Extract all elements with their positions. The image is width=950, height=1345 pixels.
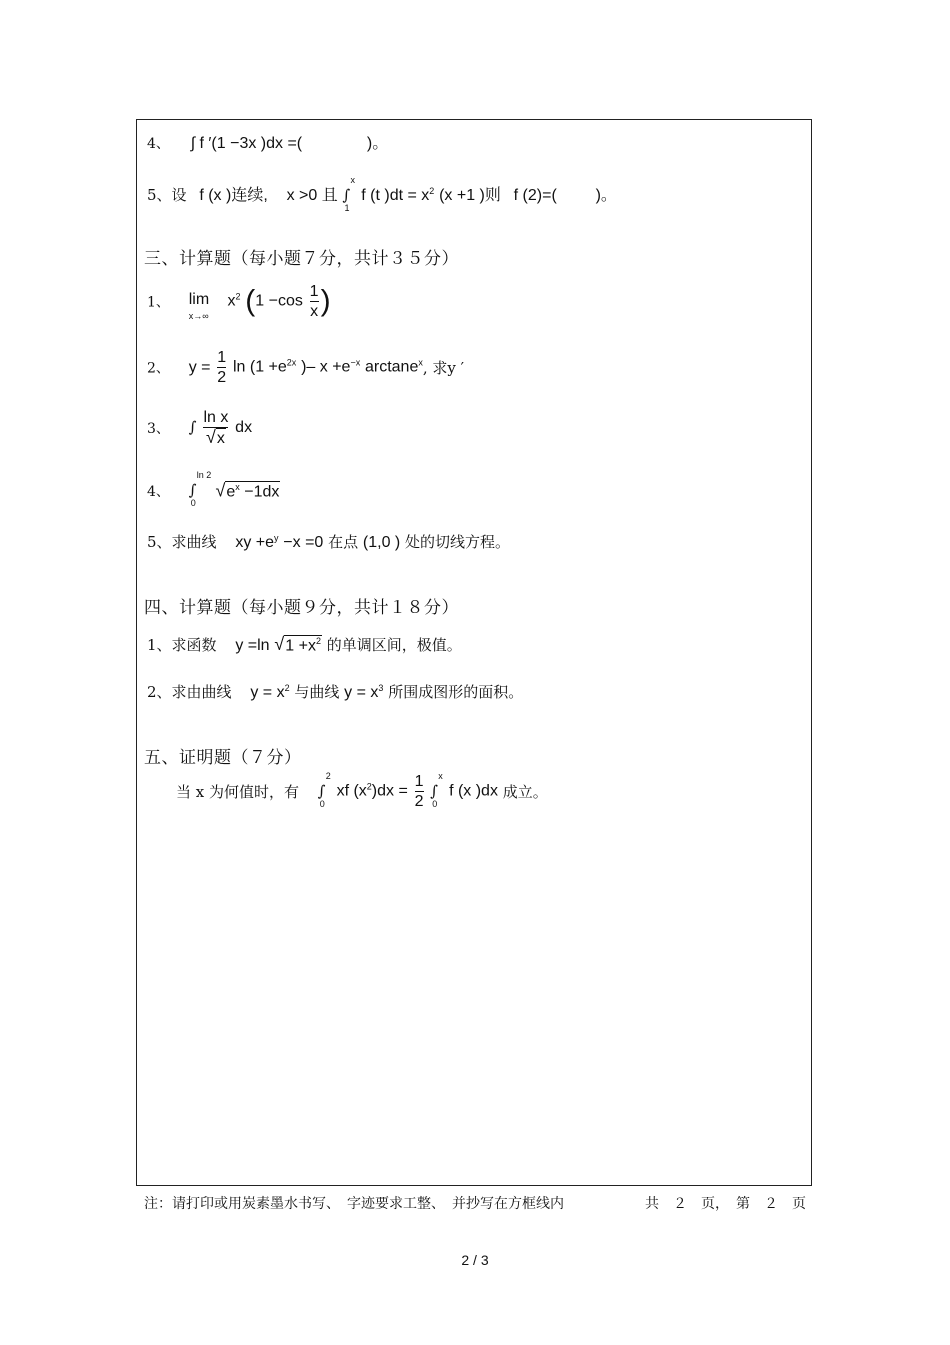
exponent: x	[418, 357, 423, 368]
fill-q5	[147, 175, 617, 213]
part3-q5	[147, 531, 510, 552]
exponent: 2	[366, 781, 372, 792]
point: (1,0 )	[362, 534, 401, 551]
exponent: y	[274, 533, 279, 543]
q-number: 4、	[147, 484, 170, 500]
integral-sign: ∫ x 1	[342, 175, 355, 213]
exponent: 2x	[286, 357, 297, 368]
fraction-half: $\frac{1}{2}$	[414, 773, 424, 810]
sqrt-sign: √	[215, 480, 226, 501]
part3-q4	[147, 470, 280, 508]
part3-q1	[147, 282, 331, 321]
rhs: f (x )dx	[449, 782, 498, 800]
q5-exponent: 2	[429, 186, 435, 196]
q-number: 5、设	[147, 186, 187, 204]
text: 当 x 为何值时，有	[176, 783, 299, 801]
one-minus-cos: 1 −cos	[255, 292, 303, 310]
integral-sign: ∫	[188, 418, 197, 436]
lhs: xf (x	[336, 782, 367, 800]
text: 在点	[328, 533, 359, 551]
text: 所围成图形的面积。	[388, 683, 524, 701]
q5-text-1: f (x )连续,	[199, 187, 268, 204]
exponent: 3	[378, 683, 384, 693]
q-number: 1、	[147, 294, 170, 311]
section-3-title: 三、计算题（每小题７分，共计３５分）	[144, 249, 459, 269]
fill-q4	[147, 130, 388, 153]
footer-note	[144, 1193, 806, 1213]
fraction: $\frac{1}{x}$	[309, 283, 319, 320]
part4-q2	[147, 681, 523, 702]
text: 与曲线	[294, 683, 340, 701]
curve-2: y = x	[344, 684, 379, 701]
page-number: 2 / 3	[461, 1252, 489, 1268]
q5-blank-close: )。	[595, 187, 617, 204]
text: 成立。	[502, 783, 548, 801]
part4-q1	[147, 634, 462, 655]
ln-term: ln (1 +e	[232, 358, 287, 376]
integral-sign: ∫ ln 2 0	[188, 470, 212, 508]
function: y =ln	[235, 637, 270, 654]
text: 处的切线方程。	[405, 533, 511, 551]
left-paren: (	[245, 284, 256, 318]
y-equals: y =	[188, 358, 211, 376]
arctan-term: arctane	[364, 358, 419, 376]
q5-text-6: f (2)=(	[513, 187, 557, 204]
page-count: 共 ２ 页， 第 ２ 页	[645, 1196, 806, 1212]
exponent: 2	[284, 683, 290, 693]
q-number: 5、求曲线	[147, 533, 217, 551]
q-number: 1、求函数	[147, 636, 217, 654]
x-squared: x	[227, 292, 236, 310]
q-number: 4、	[147, 136, 170, 152]
right-paren: )	[320, 284, 331, 318]
radicand: $e^x -1dx$	[226, 481, 280, 501]
part5-q1	[176, 772, 548, 811]
q5-text-2: x >0 且	[286, 187, 338, 204]
q4-blank-close: )。	[366, 135, 389, 152]
exponent: −x	[350, 357, 361, 368]
dx: dx	[235, 419, 253, 436]
note-text: 注：请打印或用炭素墨水书写、 字迹要求工整、 并抄写在方框线内	[144, 1196, 564, 1212]
q5-text-3: f (t )dt = x	[361, 187, 430, 204]
part3-q2	[147, 348, 464, 387]
q4-expression: ∫ f ′(1 −3x )dx =(	[190, 135, 303, 152]
limit: lim x→∞	[188, 290, 210, 321]
find-derivative: , 求y ′	[422, 359, 465, 377]
section-4-title: 四、计算题（每小题９分，共计１８分）	[144, 598, 459, 618]
curve-1: y = x	[250, 684, 285, 701]
curve-equation: xy +e	[235, 534, 275, 551]
part3-q3	[147, 408, 252, 448]
text: 的单调区间，极值。	[326, 636, 462, 654]
sqrt-sign: √	[274, 634, 285, 654]
minus-x-term: )– x +e	[301, 358, 351, 376]
curve-equation-rest: −x =0	[283, 534, 324, 551]
fraction: $\frac{\text{ln x}}{√x}$	[203, 409, 229, 447]
radicand: $1 +x^2$	[285, 635, 321, 654]
fraction-half: $\frac{1}{2}$	[217, 349, 227, 386]
q5-text-5: (x +1 )则	[439, 187, 501, 204]
exponent: 2	[235, 291, 241, 302]
q-number: 2、	[147, 360, 170, 377]
q-number: 2、求由曲线	[147, 683, 232, 701]
integral-sign: ∫ 2 0	[317, 770, 331, 809]
lhs-end: )dx =	[371, 782, 408, 800]
integral-sign: ∫ x 0	[430, 770, 443, 809]
q-number: 3、	[147, 421, 170, 437]
section-5-title: 五、证明题（７分）	[144, 748, 302, 768]
